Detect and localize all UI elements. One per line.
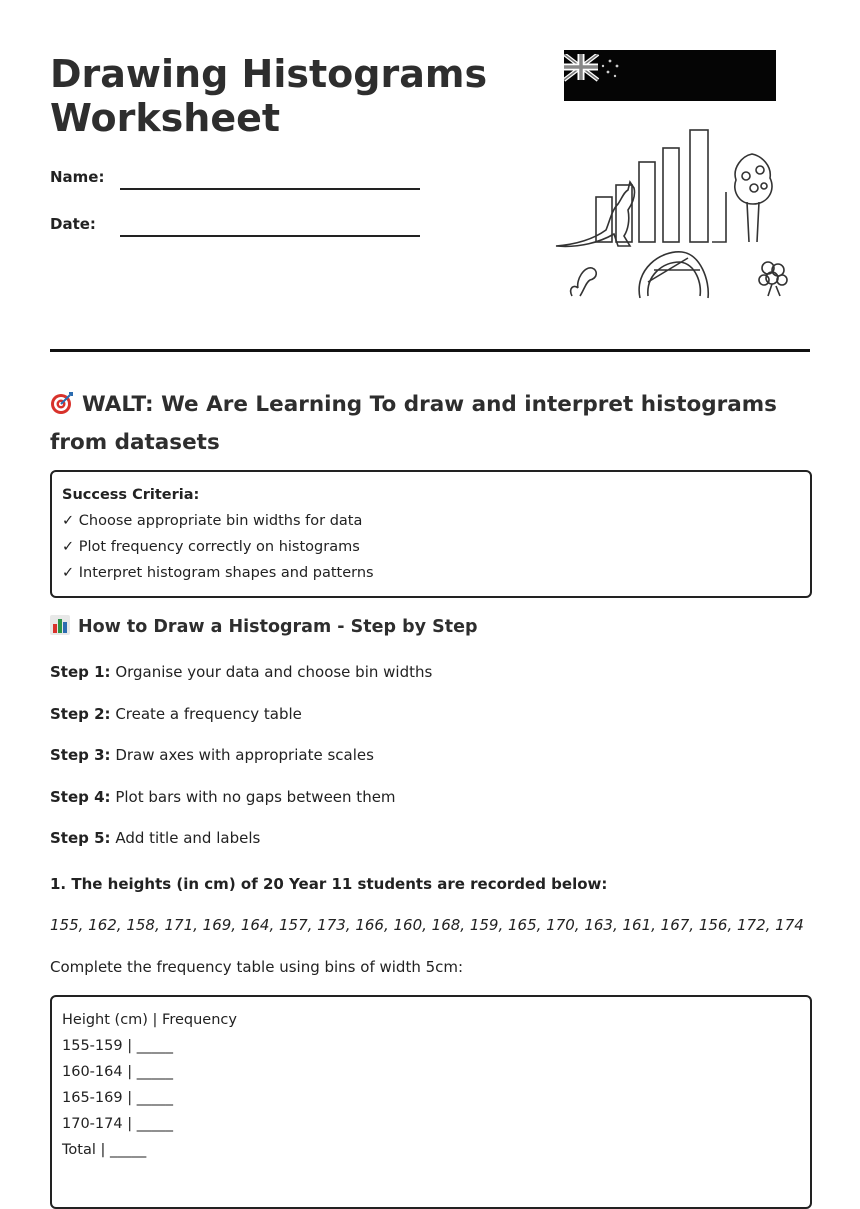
step-label: Step 3: bbox=[50, 746, 111, 764]
question-1-dataset: 155, 162, 158, 171, 169, 164, 157, 173, 166, 160, 168, 159, 165, 170, 163, 161, 167, 156, 172, 174 bbox=[50, 916, 804, 934]
bar-chart-icon bbox=[50, 615, 70, 635]
table-line[interactable]: Total | _____ bbox=[62, 1142, 147, 1158]
header-divider bbox=[50, 349, 810, 352]
step-text: Add title and labels bbox=[110, 829, 261, 847]
question-1-prompt: 1. The heights (in cm) of 20 Year 11 students are recorded below: bbox=[50, 875, 608, 893]
step-2 bbox=[50, 703, 302, 725]
success-criteria-heading: Success Criteria: bbox=[62, 487, 200, 503]
steps-heading bbox=[50, 613, 477, 641]
criteria-item: ✓ Plot frequency correctly on histograms bbox=[62, 539, 360, 555]
step-label: Step 4: bbox=[50, 788, 111, 806]
histogram-kangaroo-illustration bbox=[550, 120, 810, 310]
table-line[interactable]: 170-174 | _____ bbox=[62, 1116, 173, 1132]
criteria-item: ✓ Choose appropriate bin widths for data bbox=[62, 513, 363, 529]
step-4 bbox=[50, 786, 396, 808]
worksheet-page bbox=[50, 0, 810, 1158]
table-line[interactable]: 165-169 | _____ bbox=[62, 1090, 173, 1106]
step-1 bbox=[50, 661, 432, 683]
flag-image bbox=[564, 50, 776, 101]
step-3 bbox=[50, 744, 374, 766]
step-text: Organise your data and choose bin widths bbox=[110, 663, 433, 681]
page-title: Drawing Histograms Worksheet bbox=[50, 52, 488, 140]
worksheet-header bbox=[50, 0, 810, 352]
step-label: Step 2: bbox=[50, 705, 111, 723]
date-label: Date: bbox=[50, 215, 96, 233]
name-line[interactable] bbox=[120, 164, 420, 190]
steps-heading-text: How to Draw a Histogram - Step by Step bbox=[78, 617, 478, 637]
table-line: Height (cm) | Frequency bbox=[62, 1012, 237, 1028]
step-label: Step 5: bbox=[50, 829, 111, 847]
step-5 bbox=[50, 827, 260, 849]
walt-text: WALT: We Are Learning To draw and interpret histograms from datasets bbox=[50, 392, 777, 455]
table-line[interactable]: 160-164 | _____ bbox=[62, 1064, 173, 1080]
walt-heading bbox=[50, 386, 810, 462]
step-text: Draw axes with appropriate scales bbox=[110, 746, 374, 764]
step-label: Step 1: bbox=[50, 663, 111, 681]
success-criteria-box bbox=[50, 470, 812, 598]
frequency-table-box bbox=[50, 995, 812, 1209]
step-text: Plot bars with no gaps between them bbox=[110, 788, 396, 806]
question-1-instruction: Complete the frequency table using bins of width 5cm: bbox=[50, 958, 464, 976]
criteria-item: ✓ Interpret histogram shapes and patterns bbox=[62, 565, 374, 581]
step-text: Create a frequency table bbox=[110, 705, 302, 723]
name-label: Name: bbox=[50, 168, 105, 186]
table-line[interactable]: 155-159 | _____ bbox=[62, 1038, 173, 1054]
date-field-row bbox=[50, 207, 430, 237]
date-line[interactable] bbox=[120, 211, 420, 237]
target-icon bbox=[50, 391, 74, 415]
name-field-row bbox=[50, 160, 430, 190]
